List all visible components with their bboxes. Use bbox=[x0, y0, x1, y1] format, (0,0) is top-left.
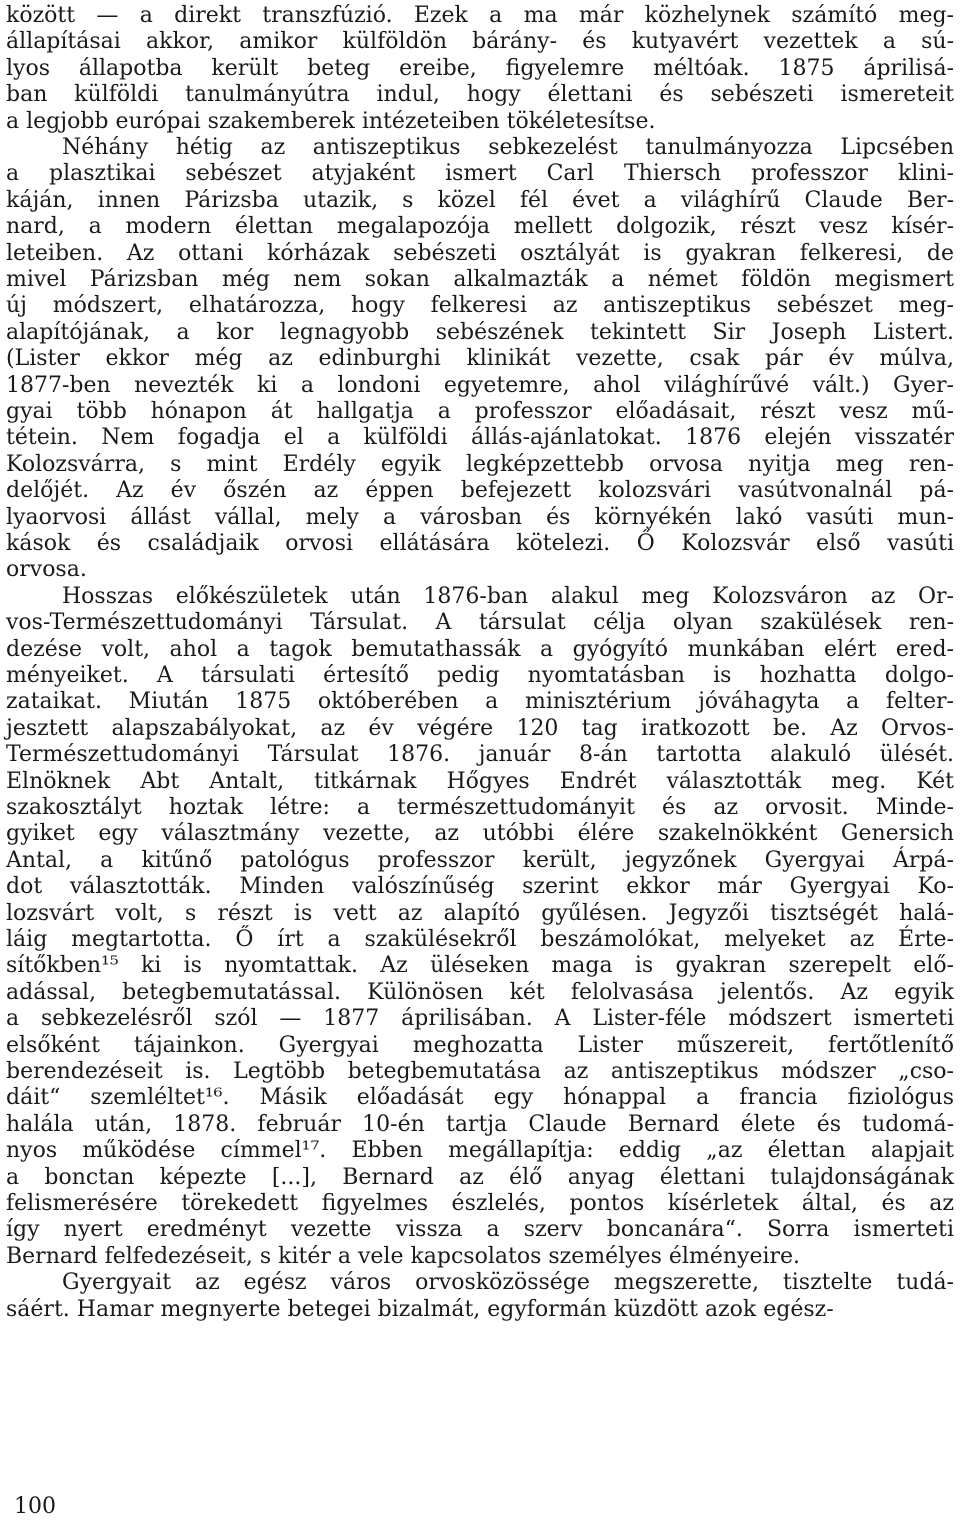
text-line: ményeiket. A társulati értesítő pedig nyomtatásban is hozhatta dolgo- bbox=[6, 663, 954, 688]
text-line: vos-Természettudományi Társulat. A társulat célja olyan szakülések ren- bbox=[6, 610, 954, 636]
text-line: a plasztikai sebészet atyjaként ismert Carl Thiersch professzor klini- bbox=[6, 161, 954, 187]
text-line: dezése volt, ahol a tagok bemutathassák a gyógyító munkában elért ered- bbox=[6, 636, 954, 662]
text-line: delőjét. Az év őszén az éppen befejezett kolozsvári vasútvonalnál pá- bbox=[6, 478, 954, 504]
text-line: lyaorvosi állást vállal, mely a városban és környékén lakó vasúti mun- bbox=[6, 504, 954, 530]
text-line: kások és családjaik orvosi ellátására kötelezi. Ő Kolozsvár első vasúti bbox=[6, 531, 954, 556]
text-line: sítőkben¹⁵ ki is nyomtattak. Az üléseken maga is gyakran szerepelt elő- bbox=[6, 953, 954, 979]
text-line: nyos működése címmel¹⁷. Ebben megállapítja: eddig „az élettan alapjait bbox=[6, 1138, 954, 1164]
text-line: szakosztályt hoztak létre: a természettudományit és az orvosit. Minde- bbox=[6, 795, 954, 820]
text-line: Elnöknek Abt Antalt, titkárnak Hőgyes Endrét választották meg. Két bbox=[6, 768, 954, 794]
text-line: 1877-ben nevezték ki a londoni egyetemre, ahol világhírűvé vált.) Gyer- bbox=[6, 372, 954, 398]
text-line: Néhány hétig az antiszeptikus sebkezelést tanulmányozza Lipcsében bbox=[62, 135, 954, 160]
text-line: Természettudományi Társulat 1876. január 8-án tartotta alakuló ülését. bbox=[6, 742, 954, 768]
text-line: káján, innen Párizsba utazik, s közel fél évet a világhírű Claude Ber- bbox=[6, 187, 954, 213]
text-line: lozsvárt volt, s részt is vett az alapító gyűlésen. Jegyzői tisztségét halá- bbox=[6, 900, 954, 926]
text-line: a legjobb európai szakemberek intézeteiben tökéletesítse. bbox=[6, 108, 656, 134]
text-line: (Lister ekkor még az edinburghi klinikát vezette, csak pár év múlva, bbox=[6, 346, 954, 372]
text-line: így nyert eredményt vezette vissza a szerv boncanára“. Sorra ismerteti bbox=[6, 1217, 954, 1243]
text-line: alapítójának, a kor legnagyobb sebészének tekintett Sir Joseph Listert. bbox=[6, 319, 954, 345]
text-line: állapításai akkor, amikor külföldön bárány- és kutyavért vezettek a sú- bbox=[6, 29, 954, 55]
text-line: dáit“ szemléltet¹⁶. Másik előadását egy hónappal a francia fiziológus bbox=[6, 1085, 954, 1111]
text-line: berendezéseit is. Legtöbb betegbemutatása az antiszeptikus módszer „cso- bbox=[6, 1059, 954, 1084]
text-line: a sebkezelésről szól — 1877 áprilisában. A Lister-féle módszert ismerteti bbox=[6, 1006, 954, 1032]
text-line: lyos állapotba került beteg ereibe, figyelemre méltóak. 1875 áprilisá- bbox=[6, 55, 954, 81]
text-line: Gyergyait az egész város orvosközössége megszerette, tisztelte tudá- bbox=[62, 1270, 954, 1296]
text-line: a bonctan képezte [...], Bernard az élő anyag élettani tulajdonságának bbox=[6, 1164, 954, 1190]
text-line: elsőként tájainkon. Gyergyai meghozatta Lister műszereit, fertőtlenítő bbox=[6, 1032, 954, 1058]
text-line: Antal, a kitűnő patológus professzor került, jegyzőnek Gyergyai Árpá- bbox=[6, 847, 954, 873]
text-line: felismerésére törekedett figyelmes észlelés, pontos kísérletek által, és az bbox=[6, 1191, 954, 1216]
text-line: jesztett alapszabályokat, az év végére 120 tag iratkozott be. Az Orvos- bbox=[6, 715, 954, 741]
text-line: között — a direkt transzfúzió. Ezek a ma már közhelynek számító meg- bbox=[6, 3, 954, 28]
text-line: Kolozsvárra, s mint Erdély egyik legképzettebb orvosa nyitja meg ren- bbox=[6, 451, 954, 477]
text-line: halála után, 1878. február 10-én tartja Claude Bernard élete és tudomá- bbox=[6, 1111, 954, 1137]
text-line: mivel Párizsban még nem sokan alkalmazták a német földön megismert bbox=[6, 267, 954, 292]
text-line: láig megtartotta. Ő írt a szakülésekről beszámolókat, melyeket az Érte- bbox=[6, 927, 954, 952]
text-line: gyiket egy választmány vezette, az utóbbi élére szakelnökként Genersich bbox=[6, 821, 954, 847]
text-line: zataikat. Miután 1875 októberében a minisztérium jóváhagyta a felter- bbox=[6, 689, 954, 715]
page-number: 100 bbox=[14, 1494, 56, 1519]
text-line: gyai több hónapon át hallgatja a professzor előadásait, részt vesz mű- bbox=[6, 399, 954, 424]
text-line: nard, a modern élettan megalapozója mellett dolgozik, részt vesz kísér- bbox=[6, 214, 954, 240]
text-line: Hosszas előkészületek után 1876-ban alakul meg Kolozsváron az Or- bbox=[62, 583, 954, 609]
text-line: Bernard felfedezéseit, s kitér a vele kapcsolatos személyes élményeire. bbox=[6, 1243, 801, 1269]
text-line: új módszert, elhatározza, hogy felkeresi az antiszeptikus sebészet meg- bbox=[6, 293, 954, 319]
text-line: tétein. Nem fogadja el a külföldi állás-ajánlatokat. 1876 elején visszatér bbox=[6, 425, 954, 451]
text-line: orvosa. bbox=[6, 557, 87, 583]
text-line: leteiben. Az ottani kórházak sebészeti osztályát is gyakran felkeresi, de bbox=[6, 240, 954, 266]
text-line: sáért. Hamar megnyerte betegei bizalmát, egyformán küzdött azok egész- bbox=[6, 1296, 834, 1322]
text-line: ban külföldi tanulmányútra indul, hogy élettani és sebészeti ismereteit bbox=[6, 82, 954, 108]
text-line: dot választották. Minden valószínűség szerint ekkor már Gyergyai Ko- bbox=[6, 874, 954, 900]
text-line: adással, betegbemutatással. Különösen két felolvasása jelentős. Az egyik bbox=[6, 979, 954, 1005]
